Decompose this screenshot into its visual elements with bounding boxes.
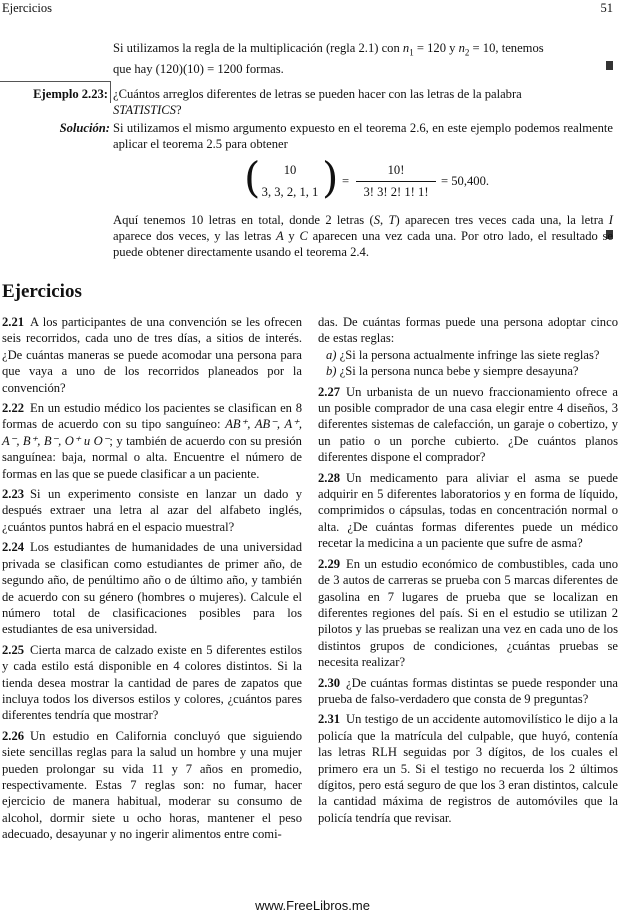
exercises-right-column: [318, 314, 618, 826]
end-of-example-mark: [606, 61, 613, 70]
fraction-bar: [356, 181, 436, 182]
exercise-2-21: 2.21 A los participantes de una convención se les ofrecen seis recorridos, cada uno de tres días, a sitios de interés. ¿De cuántas maneras se puede acomodar una persona para que vaya a uno de los recorridos planeados por la convención?: [2, 315, 302, 395]
exercise-2-28: 2.28 Un medicamento para aliviar el asma se puede adquirir en 5 diferentes laboratorios y en forma de líquido, comprimidos o cápsulas, todas en concentración normal o alta. ¿De cuántas formas diferentes puede un médico recetar la medicina a un paciente que sufre de asma?: [318, 470, 618, 551]
intro-paragraph: Si utilizamos la regla de la multiplicación (regla 2.1) con $n_1 = 120$ y $n_2 = 10$, tenemos que hay (120)(10) = 1200 formas.: [113, 40, 613, 77]
exercises-left-column: [2, 314, 302, 843]
exercise-2-25: 2.25 Cierta marca de calzado existe en 5 diferentes estilos y cada estilo está disponible en 4 colores distintos. Si la tienda desea mostrar la cantidad de pares de zapatos que incluya todos los diversos estilos y colores, ¿cuántos pares diferentes tendría que mostrar?: [2, 642, 302, 723]
exercise-2-27: 2.27 Un urbanista de un nuevo fraccionamiento ofrece a un posible comprador de una casa elegir entre 4 diseños, 3 diferentes sistemas de calefacción, un garaje o cobertizo, y un patio o un porche cubierto. ¿De cuántos planos diferentes dispone el comprador?: [318, 384, 618, 465]
footer-url[interactable]: www.FreeLibros.me: [255, 898, 370, 913]
exercise-2-22: 2.22 En un estudio médico los pacientes se clasifican en 8 formas de acuerdo con su tipo sanguíneo: AB⁺, AB⁻, A⁺, A⁻, B⁺, B⁻, O⁺ u O⁻; y también de acuerdo con su presión sanguínea: baja, normal o alta. Encuentre el número de formas en las que se puede clasificar a un paciente.: [2, 401, 302, 481]
example-rule: [0, 81, 110, 82]
equals-sign: =: [342, 174, 350, 188]
example-question: ¿Cuántos arreglos diferentes de letras se pueden hacer con las letras de la palabra STATISTICS?: [113, 87, 522, 117]
binomial-bottom: 3, 3, 2, 1, 1: [261, 185, 319, 199]
example-vertical-rule: [110, 81, 111, 103]
binomial-top: 10: [283, 163, 297, 177]
multinomial-formula: [244, 153, 504, 204]
exercise-2-26-a: a) ¿Si la persona actualmente infringe las siete reglas?: [326, 347, 600, 362]
solution-label: Solución:: [59, 121, 110, 135]
fraction-numerator: 10!: [387, 163, 405, 177]
exercise-2-30: 2.30 ¿De cuántas formas distintas se puede responder una prueba de falso-verdadero que consta de 9 preguntas?: [318, 675, 618, 706]
left-paren: (: [244, 153, 261, 202]
exercise-2-31: 2.31 Un testigo de un accidente automovilístico le dijo a la policía que la matrícula del culpable, que huyó, contenía las letras RLH seguidas por 3 dígitos, de los cuales el primero era un 5. Si el testigo no recuerda los 2 últimos dígitos, pero está seguro de que los 3 eran distintos, calcule la cantidad máxima de registros de automóviles que la policía tendría que revisar.: [318, 712, 618, 825]
exercise-2-26-continued: das. De cuántas formas puede una persona adoptar cinco de estas reglas:: [318, 315, 618, 346]
page-number: 51: [600, 1, 613, 15]
exercise-2-23: 2.23 Si un experimento consiste en lanzar un dado y después extraer una letra al azar del alfabeto inglés, ¿cuántos puntos habrá en el espacio muestral?: [2, 487, 302, 534]
right-paren: ): [322, 153, 339, 202]
exercise-2-26-b: b) ¿Si la persona nunca bebe y siempre desayuna?: [326, 364, 579, 379]
after-formula-paragraph: Aquí tenemos 10 letras en total, donde 2 letras (S, T) aparecen tres veces cada una, la letra I aparece dos veces, y las letras A y C aparecen una vez cada una. Por otro lado, el resultado se puede obtener directamente usando el teorema 2.4.: [113, 213, 614, 259]
exercise-2-26: 2.26 Un estudio en California concluyó que siguiendo siete sencillas reglas para la salud un hombre y una mujer pueden prolongar su vida 11 y 7 años en promedio, respectivamente. Estas 7 reglas son: no fumar, hacer ejercicio de manera habitual, moderar su consumo de alcohol, dormir siete u ocho horas, mantener el peso adecuado, desayunar y no ingerir alimentos entre comi-: [2, 728, 302, 842]
running-header: Ejercicios: [2, 1, 52, 15]
section-title: Ejercicios: [2, 281, 82, 302]
fraction-denominator: 3! 3! 2! 1! 1!: [363, 185, 429, 199]
exercise-2-24: 2.24 Los estudiantes de humanidades de una universidad privada se clasifican como estudiantes de primer año, de segundo año, de penúltimo año o de último año, y también de acuerdo con su género (hombres o mujeres). Calcule el número total de clasificaciones posibles para los estudiantes de esa universidad.: [2, 540, 302, 637]
exercise-2-29: 2.29 En un estudio económico de combustibles, cada uno de 3 autos de carreras se prueba con 5 marcas diferentes de gasolina en 7 lugares de prueba que se localizan en diferentes regiones del país. Si en el estudio se utilizan 2 pilotos y las pruebas se realizan una vez en cada uno de los distintos grupos de condiciones, ¿cuántas pruebas se necesita realizar?: [318, 556, 618, 670]
solution-text: Si utilizamos el mismo argumento expuesto en el teorema 2.6, en este ejemplo podemos realmente aplicar el teorema 2.5 para obtener: [113, 121, 613, 151]
formula-result: = 50,400.: [441, 174, 490, 188]
example-label: Ejemplo 2.23:: [33, 87, 108, 101]
